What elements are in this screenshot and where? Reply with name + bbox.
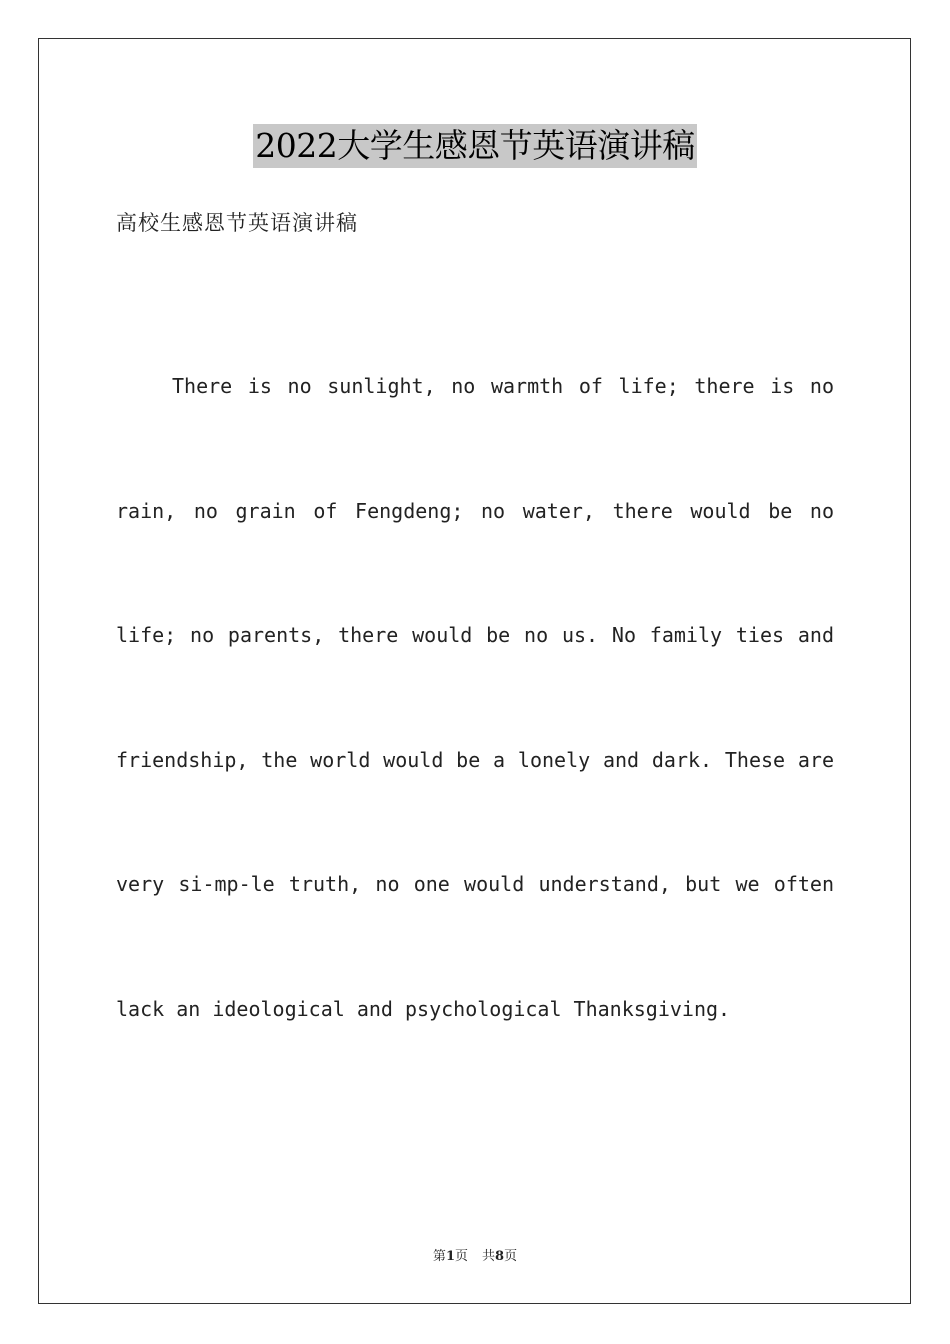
total-pages: 8 bbox=[495, 1249, 505, 1264]
page-footer bbox=[0, 1247, 950, 1267]
document-title: 2022大学生感恩节英语演讲稿 bbox=[253, 124, 696, 168]
body-paragraph bbox=[116, 324, 834, 1071]
page-suffix: 页 bbox=[454, 1249, 468, 1264]
title-container bbox=[0, 124, 950, 168]
paragraph-line: rain, no grain of Fengdeng; no water, there would be no bbox=[116, 498, 834, 523]
total-prefix: 共 bbox=[482, 1249, 496, 1264]
total-suffix: 页 bbox=[504, 1249, 518, 1264]
page-prefix: 第 bbox=[432, 1249, 446, 1264]
paragraph-line: very si-mp-le truth, no one would understand, but we often bbox=[116, 872, 834, 896]
paragraph-line: There is no sunlight, no warmth of life; there is no bbox=[172, 374, 834, 398]
page-number: 1 bbox=[445, 1249, 455, 1264]
paragraph-line: lack an ideological and psychological Thanksgiving. bbox=[116, 996, 731, 1021]
paragraph-line: life; no parents, there would be no us. No family ties and bbox=[116, 623, 834, 647]
paragraph-line: friendship, the world would be a lonely and dark. These are bbox=[116, 747, 834, 772]
document-subtitle: 高校生感恩节英语演讲稿 bbox=[116, 211, 358, 235]
